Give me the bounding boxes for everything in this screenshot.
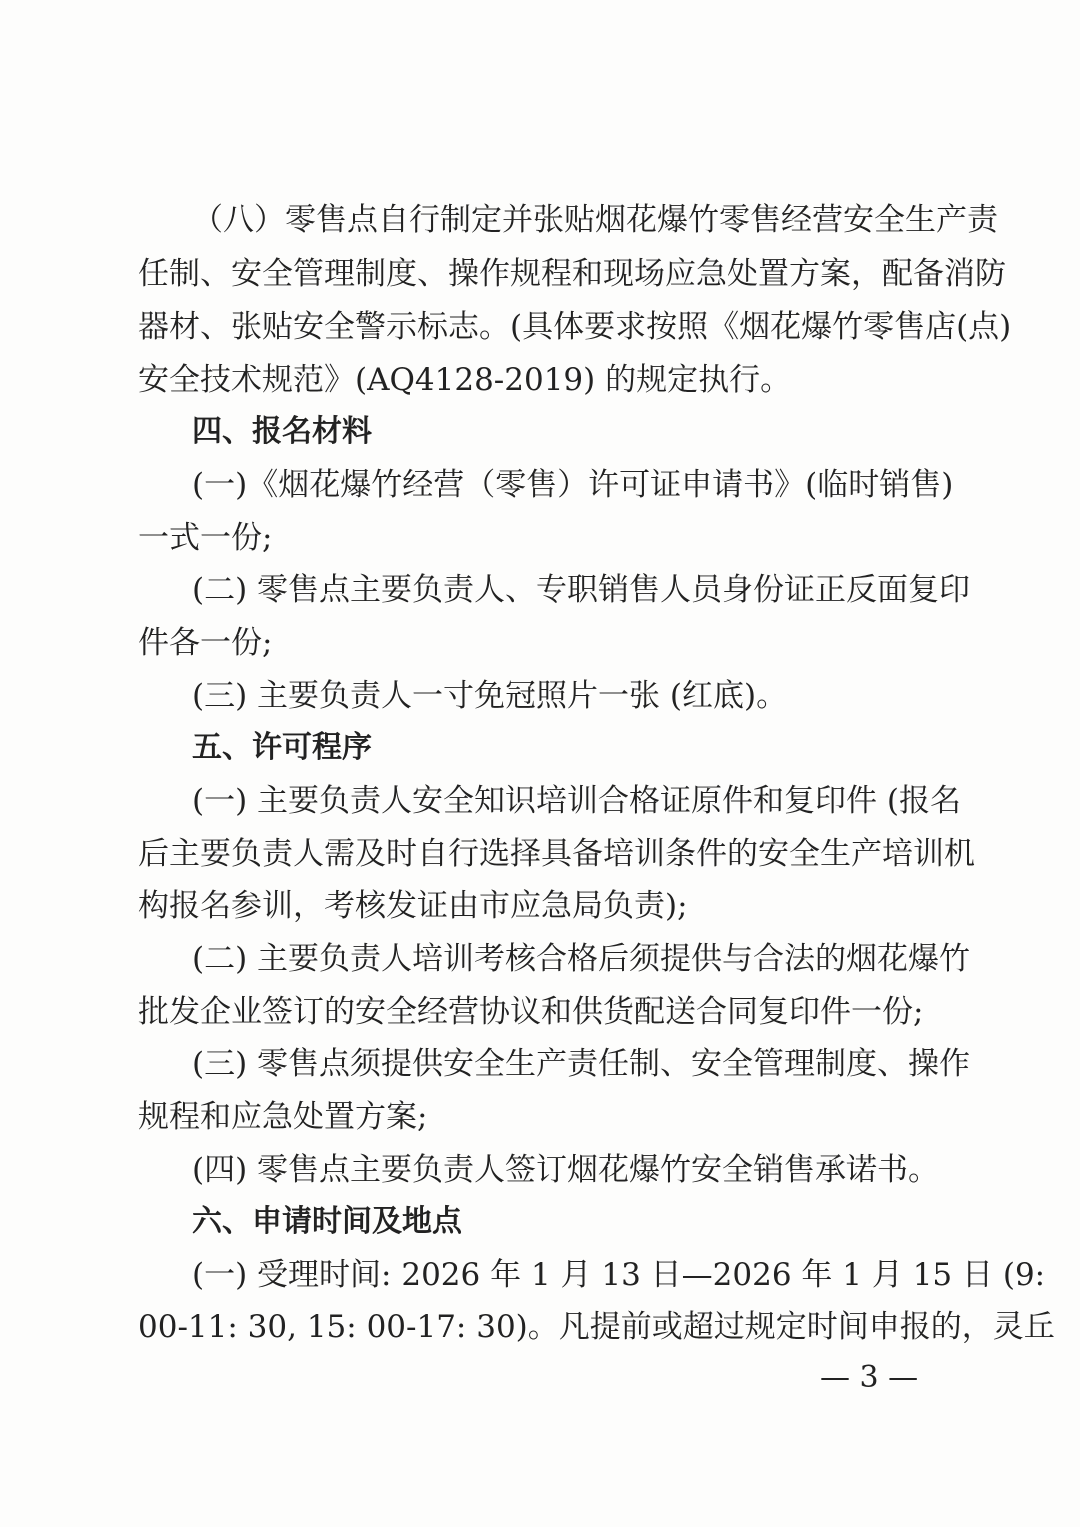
paragraph-line: 器材、张贴安全警示标志。(具体要求按照《烟花爆竹零售店(点) bbox=[138, 309, 1012, 345]
paragraph-line: (一) 受理时间: 2026 年 1 月 13 日—2026 年 1 月 15 日 (9: bbox=[192, 1257, 1046, 1293]
paragraph-line: （八）零售点自行制定并张贴烟花爆竹零售经营安全生产责 bbox=[192, 202, 998, 238]
section-heading: 五、许可程序 bbox=[192, 730, 372, 765]
paragraph-line: (一)《烟花爆竹经营（零售）许可证申请书》(临时销售) bbox=[192, 467, 954, 503]
paragraph-line: 规程和应急处置方案; bbox=[138, 1099, 428, 1135]
paragraph-line: 一式一份; bbox=[138, 520, 273, 556]
paragraph-line: 构报名参训，考核发证由市应急局负责); bbox=[138, 888, 688, 924]
paragraph-line: (二) 主要负责人培训考核合格后须提供与合法的烟花爆竹 bbox=[192, 941, 971, 977]
paragraph-line: (三) 零售点须提供安全生产责任制、安全管理制度、操作 bbox=[192, 1046, 971, 1082]
paragraph-line: (一) 主要负责人安全知识培训合格证原件和复印件 (报名 bbox=[192, 783, 961, 819]
page-number: — 3 — bbox=[820, 1360, 919, 1395]
section-heading: 六、申请时间及地点 bbox=[192, 1204, 462, 1239]
paragraph-line: (三) 主要负责人一寸免冠照片一张 (红底)。 bbox=[192, 678, 788, 714]
section-heading: 四、报名材料 bbox=[192, 414, 372, 449]
paragraph-line: 后主要负责人需及时自行选择具备培训条件的安全生产培训机 bbox=[138, 836, 975, 872]
paragraph-line: (四) 零售点主要负责人签订烟花爆竹安全销售承诺书。 bbox=[192, 1152, 940, 1188]
paragraph-line: (二) 零售点主要负责人、专职销售人员身份证正反面复印 bbox=[192, 572, 971, 608]
paragraph-line: 00-11: 30, 15: 00-17: 30)。凡提前或超过规定时间申报的，灵丘 bbox=[138, 1309, 1055, 1345]
paragraph-line: 件各一份; bbox=[138, 625, 273, 661]
paragraph-line: 批发企业签订的安全经营协议和供货配送合同复印件一份; bbox=[138, 994, 924, 1030]
paragraph-line: 安全技术规范》(AQ4128-2019) 的规定执行。 bbox=[138, 362, 792, 398]
paragraph-line: 任制、安全管理制度、操作规程和现场应急处置方案，配备消防 bbox=[138, 256, 1006, 292]
